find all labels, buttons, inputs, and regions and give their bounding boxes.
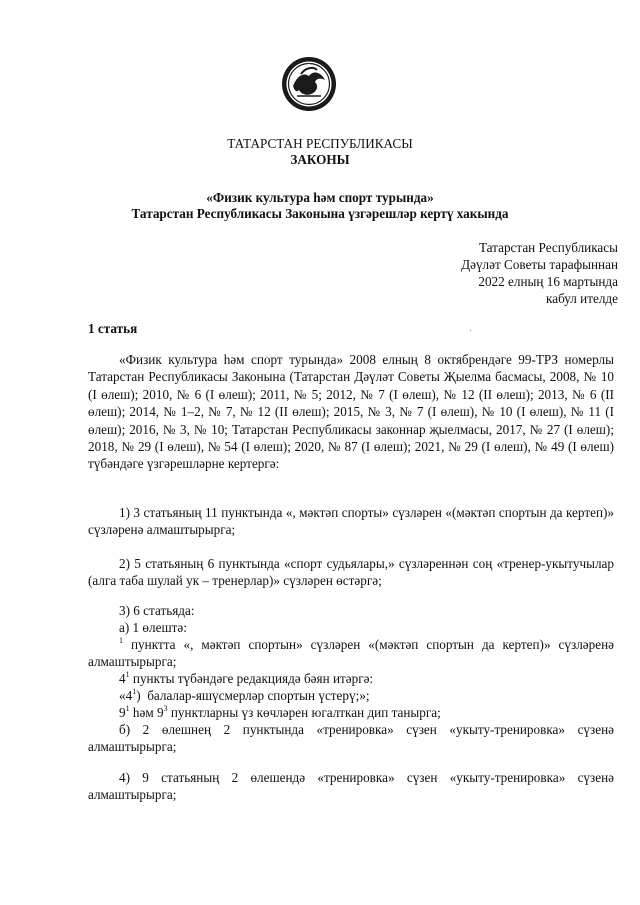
article-intro-paragraph: «Физик культура һәм спорт турында» 2008 елның 8 октябрендәге 99-ТРЗ номерлы Татарстан Республикасы Законына (Татарстан Дәүләт Советы Җыелма басмасы, 2008, № 10 (I өлеш); 2010, № 6 (I өлеш); 2011, № 5; 2012, № 7 (I өлеш), № 12 (II өлеш); 2013, № 6 (II өлеш); 2014, № 1–2, № 7, № 12 (II өлеш); 2015, № 3, № 7 (I өлеш), № 10 (I өлеш), № 11 (I өлеш); 2016, № 3, № 10; Татарстан Республикасы законнар җыелмасы, 2017, № 27 (I өлеш); 2018, № 29 (I өлеш), № 54 (I өлеш); 2020, № 87 (I өлеш); 2021, № 29 (I өлеш), № 49 (I өлеш) түбәндәге үзгәрешләрне кертергә: (88, 352, 614, 472)
adoption-note (461, 239, 618, 307)
item-3-a-1 (88, 636, 614, 671)
adoption-line: кабул ителде (546, 291, 618, 306)
superscript: 1 (125, 703, 130, 713)
item-3-a-1-text: пунктта «, мәктәп спортын» сүзләрен «(мәктәп спортын да кертеп)» сүзләренә алмаштырырга; (88, 637, 614, 670)
law-title-line1: «Физик культура һәм спорт турында» (206, 190, 434, 205)
item-3-heading: 3) 6 статьяда: (119, 603, 195, 618)
item-3-a-4-text: пунктларны үз көчләрен югалткан дип танырга; (170, 705, 441, 720)
adoption-line: Дәүләт Советы тарафыннан (461, 257, 618, 272)
item-4-paragraph: 4) 9 статьяның 2 өлешендә «тренировка» сүзен «укыту-тренировка» сүзенә алмаштырырга; (88, 770, 614, 803)
item-3-a-3-text: балалар-яшүсмерләр спортын үстерү;»; (147, 688, 370, 703)
coat-of-arms-emblem-icon (281, 56, 337, 112)
doc-type: ЗАКОНЫ (290, 152, 350, 167)
item-3-a-4 (88, 704, 614, 721)
country-name: ТАТАРСТАН РЕСПУБЛИКАСЫ (227, 136, 413, 151)
superscript: 1 (119, 635, 123, 645)
adoption-line: Татарстан Республикасы (478, 240, 618, 255)
point-number: һәм 9 (132, 705, 164, 720)
scan-speck (470, 330, 471, 331)
item-3-b: б) 2 өлешнең 2 пунктында «тренировка» сүзен «укыту-тренировка» сүзенә алмаштырырга; (88, 722, 614, 755)
point-number: 4 (119, 671, 126, 686)
item-3-a-2 (88, 670, 614, 687)
item-1-paragraph: 1) 3 статьяның 11 пунктында «, мәктәп спорты» сүзләрен «(мәктәп спортын да кертеп)» сүзләренә алмаштырырга; (88, 505, 614, 538)
superscript: 1 (125, 669, 130, 679)
point-number-close: ) (136, 688, 141, 703)
point-number: «4 (119, 688, 133, 703)
item-3-a-3 (88, 687, 614, 704)
item-3-a-2-text: пункты түбәндәге редакциядә бәян итәргә: (132, 671, 374, 686)
item-2-paragraph: 2) 5 статьяның 6 пунктында «спорт судьялары,» сүзләреннән соң «тренер-укытучылар (алга таба шулай ук – тренерлар)» сүзләрен өстәргә; (88, 556, 614, 589)
point-number: 9 (119, 705, 126, 720)
superscript: 3 (163, 703, 168, 713)
article-heading: 1 статья (88, 321, 138, 336)
adoption-line: 2022 елның 16 мартында (478, 274, 618, 289)
item-3-a: а) 1 өлештә: (119, 620, 187, 635)
superscript: 1 (132, 686, 137, 696)
law-title-line2: Татарстан Республикасы Законына үзгәрешләр кертү хакында (131, 206, 509, 221)
